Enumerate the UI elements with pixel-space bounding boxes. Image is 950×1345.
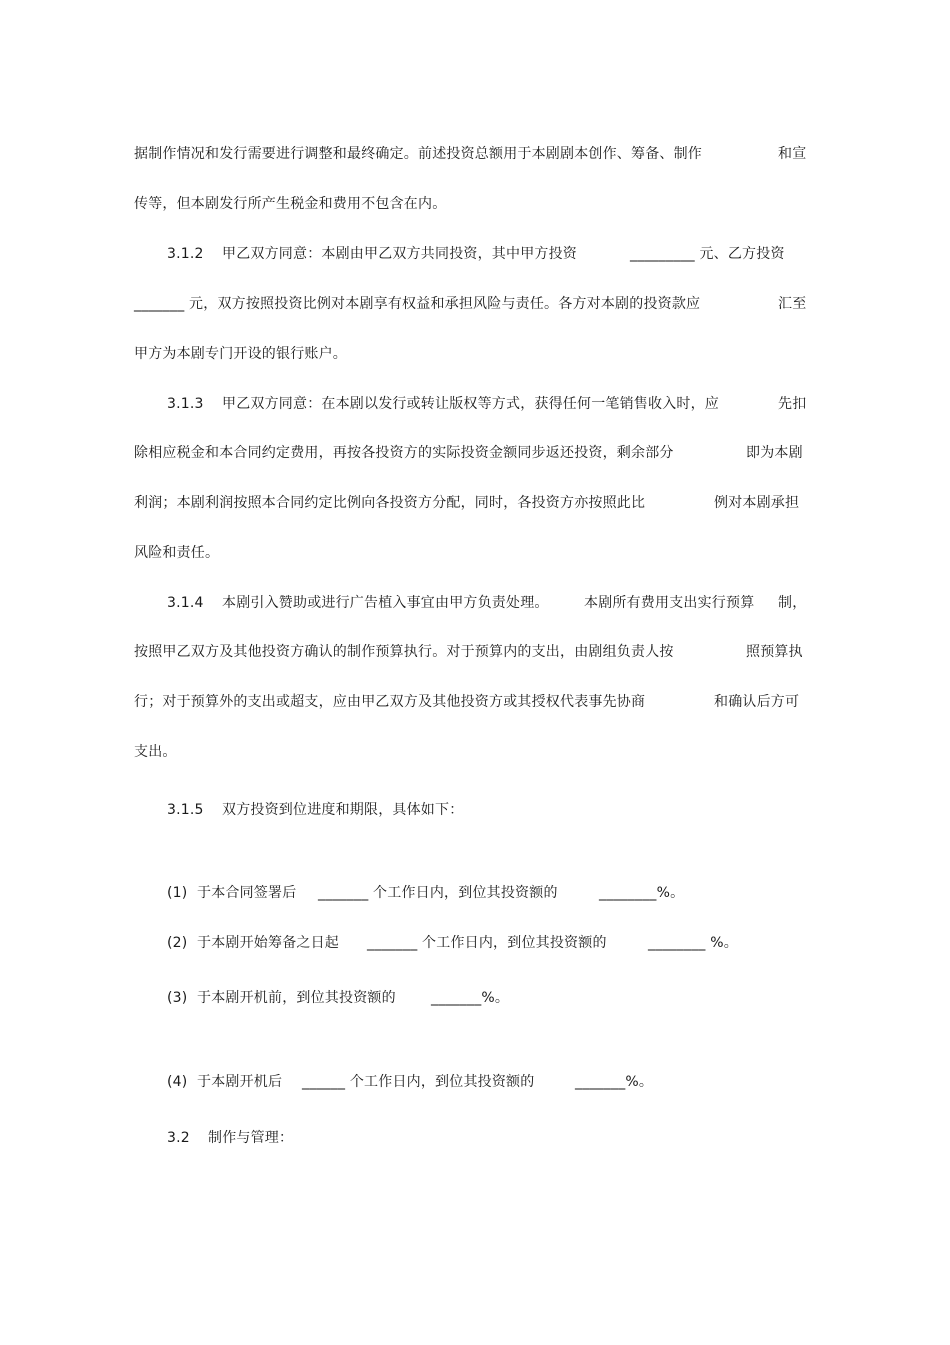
- schedule-item-4-days: ______ 个工作日内，到位其投资额的: [302, 1074, 535, 1090]
- clause-3-1-5-number: 3.1.5: [167, 802, 204, 818]
- schedule-item-2-days: _______ 个工作日内，到位其投资额的: [367, 935, 607, 951]
- schedule-item-3-number: (3): [167, 990, 188, 1006]
- clause-3-1-3-line-1-end: 先扣: [778, 396, 807, 412]
- clause-3-1-4-line-1-mid: 本剧所有费用支出实行预算: [584, 595, 755, 611]
- clause-3-1-5-text: 双方投资到位进度和期限，具体如下：: [222, 802, 464, 818]
- clause-3-1-2-line-2-end: 汇至: [778, 296, 807, 312]
- clause-3-1-4-line-1-end: 制，: [778, 595, 807, 611]
- schedule-item-2-percent: ________ %。: [648, 935, 738, 951]
- schedule-item-3-percent: _______%。: [431, 990, 510, 1006]
- clause-3-1-4-line-2-end: 照预算执: [746, 644, 803, 660]
- schedule-item-1-text: 于本合同签署后: [197, 885, 297, 901]
- clause-3-1-2-line-1: 甲乙双方同意：本剧由甲乙双方共同投资，其中甲方投资: [222, 246, 577, 262]
- clause-3-1-4-line-3: 行；对于预算外的支出或超支，应由甲乙双方及其他投资方或其授权代表事先协商: [134, 694, 646, 710]
- clause-3-1-2-line-3: 甲方为本剧专门开设的银行账户。: [134, 346, 347, 362]
- clause-3-1-4-number: 3.1.4: [167, 595, 204, 611]
- schedule-item-4-number: (4): [167, 1074, 188, 1090]
- clause-3-1-4-line-1: 本剧引入赞助或进行广告植入事宜由甲方负责处理。: [222, 595, 549, 611]
- schedule-item-3-text: 于本剧开机前，到位其投资额的: [197, 990, 396, 1006]
- clause-3-1-3-line-1: 甲乙双方同意：在本剧以发行或转让版权等方式，获得任何一笔销售收入时，应: [222, 396, 719, 412]
- schedule-item-1-percent: ________%。: [599, 885, 685, 901]
- schedule-item-2-number: (2): [167, 935, 188, 951]
- clause-3-1-3-line-3: 利润；本剧利润按照本合同约定比例向各投资方分配，同时，各投资方亦按照此比: [134, 495, 646, 511]
- clause-3-1-2-line-2: _______ 元，双方按照投资比例对本剧享有权益和承担风险与责任。各方对本剧的投资款应: [134, 296, 701, 312]
- intro-line-1: 据制作情况和发行需要进行调整和最终确定。前述投资总额用于本剧剧本创作、筹备、制作: [134, 146, 702, 162]
- clause-3-1-2-line-1-blank: _________ 元、乙方投资: [630, 246, 785, 262]
- clause-3-1-3-line-2-end: 即为本剧: [746, 445, 803, 461]
- schedule-item-4-text: 于本剧开机后: [197, 1074, 283, 1090]
- schedule-item-1-days: _______ 个工作日内，到位其投资额的: [318, 885, 558, 901]
- clause-3-1-4-line-2: 按照甲乙双方及其他投资方确认的制作预算执行。对于预算内的支出，由剧组负责人按: [134, 644, 674, 660]
- schedule-item-1-number: (1): [167, 885, 188, 901]
- intro-line-1-end: 和宣: [778, 146, 807, 162]
- clause-3-1-2-number: 3.1.2: [167, 246, 204, 262]
- schedule-item-2-text: 于本剧开始筹备之日起: [197, 935, 339, 951]
- section-3-2-number: 3.2: [167, 1130, 190, 1146]
- intro-line-2: 传等，但本剧发行所产生税金和费用不包含在内。: [134, 196, 447, 212]
- clause-3-1-4-line-3-end: 和确认后方可: [714, 694, 800, 710]
- section-3-2-title: 制作与管理：: [208, 1130, 294, 1146]
- clause-3-1-3-number: 3.1.3: [167, 396, 204, 412]
- clause-3-1-3-line-3-end: 例对本剧承担: [714, 495, 800, 511]
- clause-3-1-4-line-4: 支出。: [134, 744, 177, 760]
- clause-3-1-3-line-4: 风险和责任。: [134, 545, 220, 561]
- schedule-item-4-percent: _______%。: [575, 1074, 654, 1090]
- clause-3-1-3-line-2: 除相应税金和本合同约定费用，再按各投资方的实际投资金额同步返还投资，剩余部分: [134, 445, 674, 461]
